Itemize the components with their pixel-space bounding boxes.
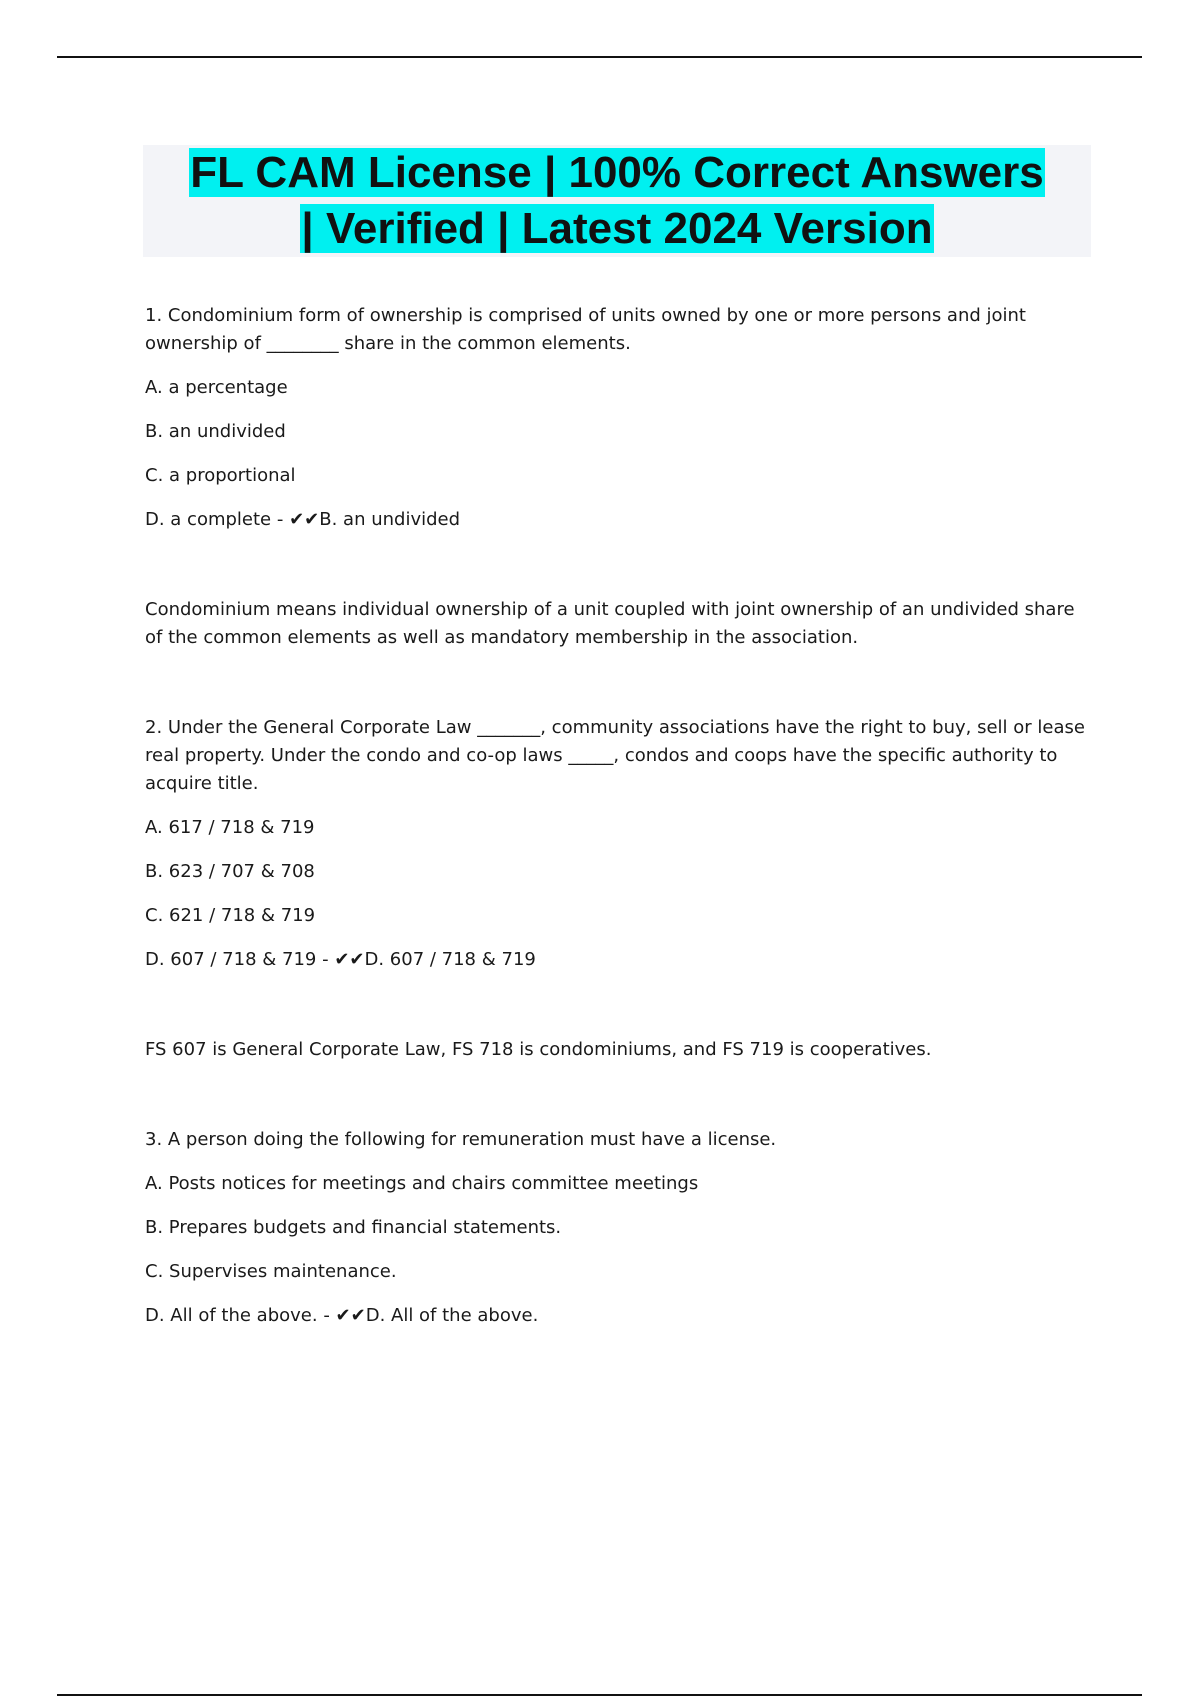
top-rule <box>57 56 1142 58</box>
question-1-explanation: Condominium means individual ownership of a unit coupled with joint ownership of an undivided share of the common elements as well as mandatory membership in the association. <box>145 599 1075 648</box>
document-body <box>145 302 1090 1346</box>
question-1-option-a: A. a percentage <box>145 377 288 398</box>
question-1-option-d-text: D. a complete - <box>145 509 290 530</box>
question-2-option-d <box>145 946 1090 974</box>
question-2-option-b: B. 623 / 707 & 708 <box>145 861 315 882</box>
question-2-option-c: C. 621 / 718 & 719 <box>145 905 316 926</box>
title-line-2: | Verified | Latest 2024 Version <box>301 204 933 253</box>
bottom-rule <box>57 1694 1142 1696</box>
check-mark-icon: ✔✔ <box>289 509 320 530</box>
question-1-answer: B. an undivided <box>319 509 461 530</box>
question-1-option-b: B. an undivided <box>145 421 286 442</box>
question-3-option-a: A. Posts notices for meetings and chairs committee meetings <box>145 1173 699 1194</box>
title-block <box>143 145 1091 257</box>
check-mark-icon: ✔✔ <box>335 1305 366 1326</box>
question-2-explanation: FS 607 is General Corporate Law, FS 718 is condominiums, and FS 719 is cooperatives. <box>145 1039 932 1060</box>
question-1-option-c: C. a proportional <box>145 465 296 486</box>
question-2-option-d-text: D. 607 / 718 & 719 - <box>145 949 335 970</box>
question-1-option-d <box>145 506 1090 534</box>
question-3-answer: D. All of the above. <box>365 1305 539 1326</box>
question-3-option-d-text: D. All of the above. - <box>145 1305 336 1326</box>
question-2-answer: D. 607 / 718 & 719 <box>364 949 536 970</box>
document-title <box>143 145 1091 257</box>
title-line-1: FL CAM License | 100% Correct Answers <box>190 148 1044 197</box>
question-3-option-d <box>145 1302 1090 1330</box>
question-3-option-c: C. Supervises maintenance. <box>145 1261 397 1282</box>
question-3-option-b: B. Prepares budgets and financial statements. <box>145 1217 562 1238</box>
question-2-stem: 2. Under the General Corporate Law _______, community associations have the right to buy, sell or lease real property. Under the condo and co-op laws _____, condos and coops have the specific authority to acquire title. <box>145 717 1085 794</box>
question-1-stem: 1. Condominium form of ownership is comprised of units owned by one or more persons and joint ownership of ________ share in the common elements. <box>145 305 1026 354</box>
check-mark-icon: ✔✔ <box>334 949 365 970</box>
question-3-stem: 3. A person doing the following for remuneration must have a license. <box>145 1129 777 1150</box>
question-2-option-a: A. 617 / 718 & 719 <box>145 817 315 838</box>
